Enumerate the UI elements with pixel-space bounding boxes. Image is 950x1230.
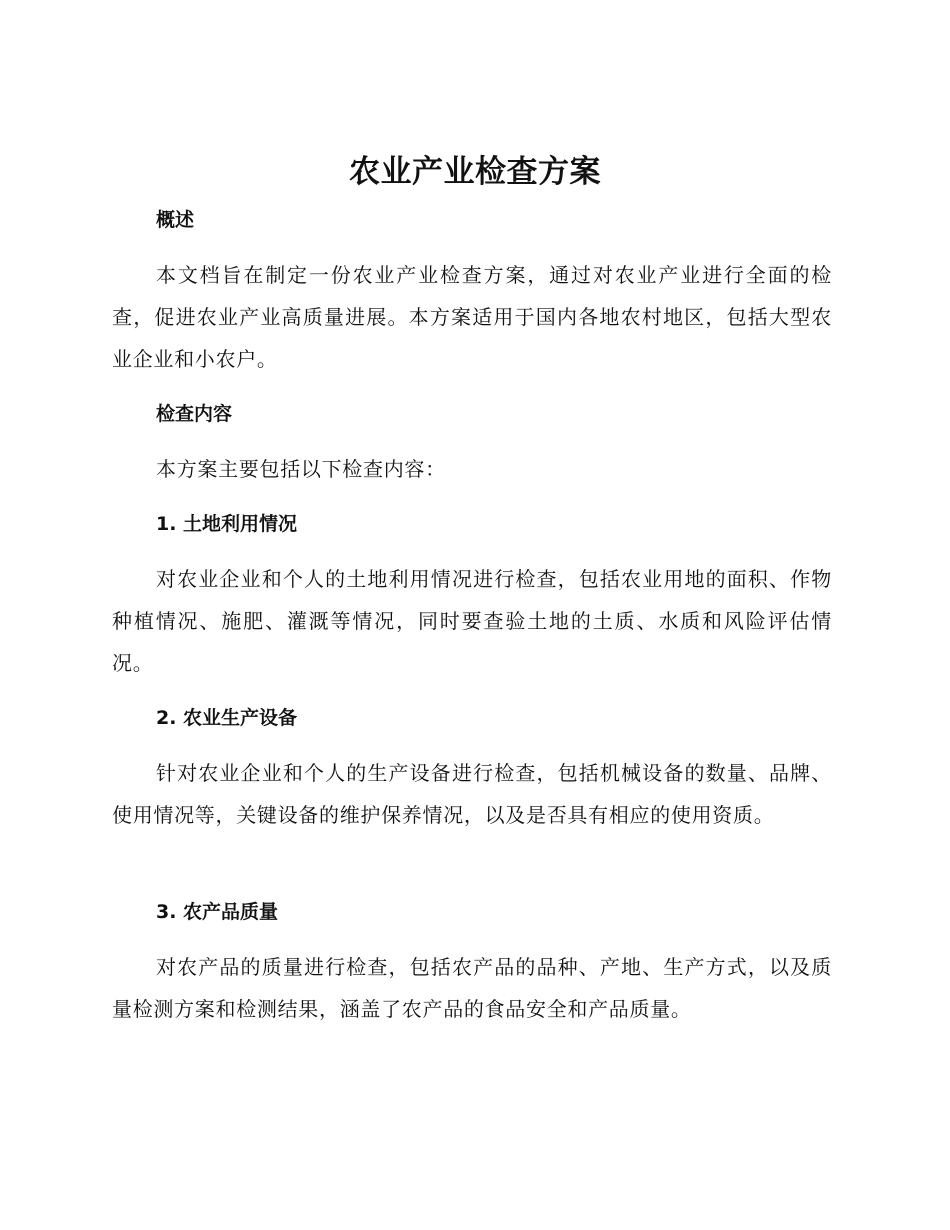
paragraph-overview: 本文档旨在制定一份农业产业检查方案，通过对农业产业进行全面的检查，促进农业产业高质量进展。本方案适用于国内各地农村地区，包括大型农业企业和小农户。 — [112, 263, 832, 371]
paragraph-content-intro: 本方案主要包括以下检查内容： — [156, 457, 446, 481]
paragraph-product-quality: 对农产品的质量进行检查，包括农产品的品种、产地、生产方式，以及质量检测方案和检测结果，涵盖了农产品的食品安全和产品质量。 — [112, 955, 832, 1021]
section-heading-equipment: 2. 农业生产设备 — [156, 707, 298, 729]
paragraph-land-use: 对农业企业和个人的土地利用情况进行检查，包括农业用地的面积、作物种植情况、施肥、灌溉等情况，同时要查验土地的土质、水质和风险评估情况。 — [112, 567, 832, 675]
paragraph-equipment: 针对农业企业和个人的生产设备进行检查，包括机械设备的数量、品牌、使用情况等，关键设备的维护保养情况，以及是否具有相应的使用资质。 — [112, 761, 832, 827]
section-heading-content: 检查内容 — [156, 403, 233, 425]
section-heading-overview: 概述 — [156, 209, 195, 231]
document-title: 农业产业检查方案 — [349, 154, 601, 190]
section-heading-product-quality: 3. 农产品质量 — [156, 901, 279, 923]
section-heading-land-use: 1. 土地利用情况 — [156, 513, 298, 535]
